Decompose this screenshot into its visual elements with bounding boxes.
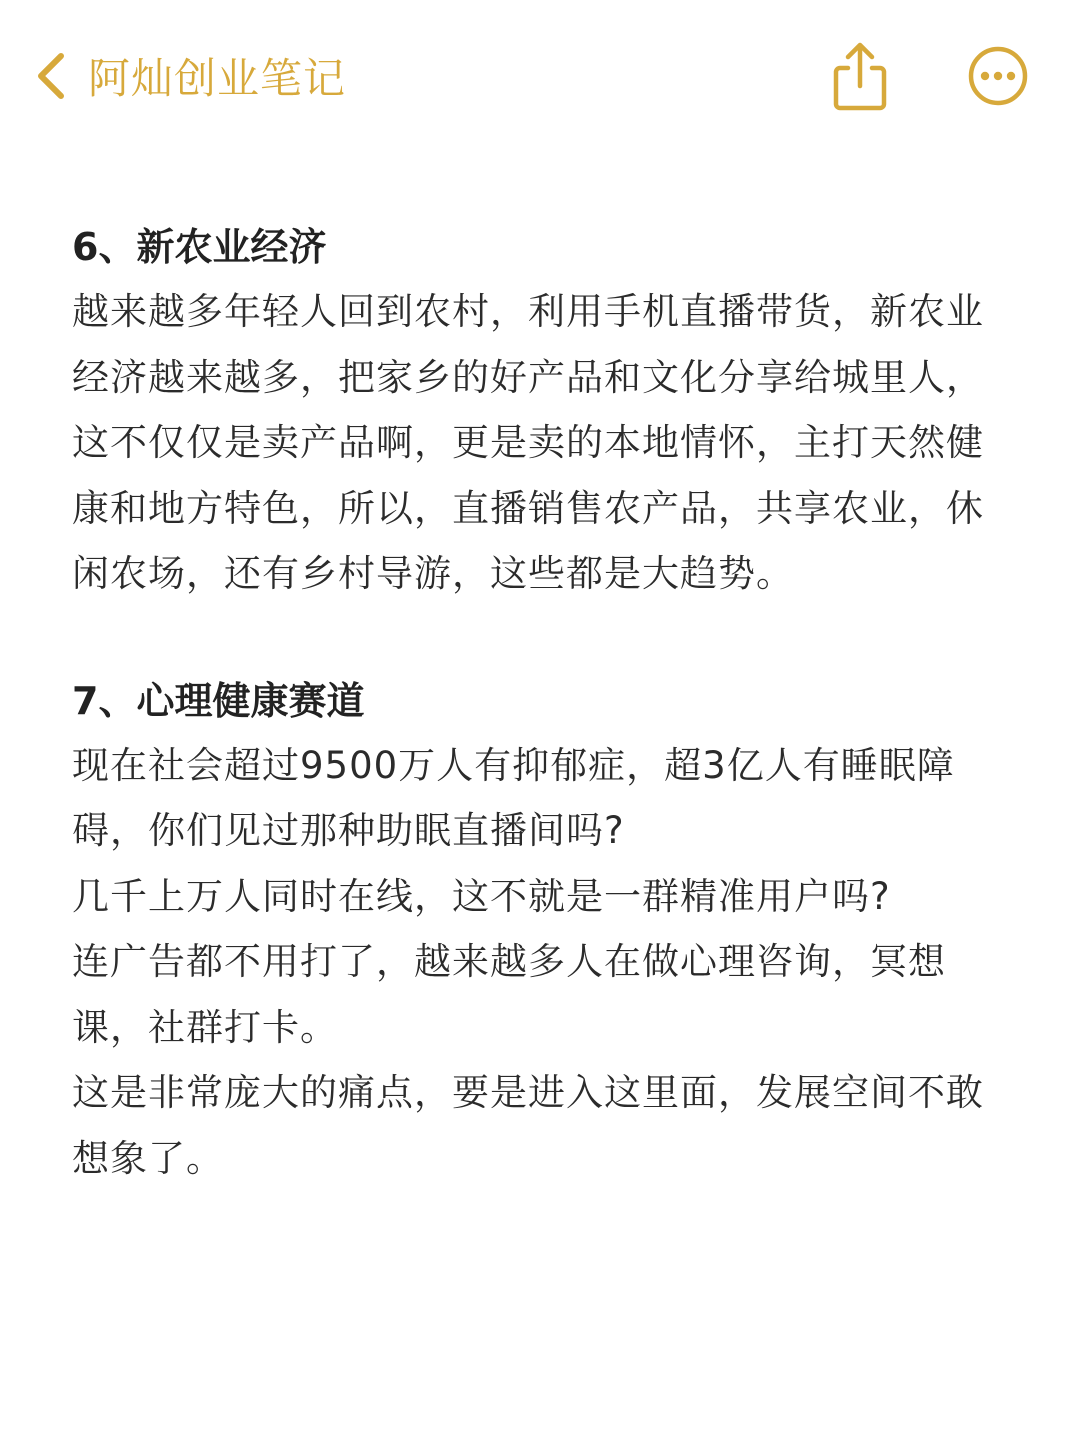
section-new-agriculture xyxy=(72,215,1012,607)
paragraph: 越来越多年轻人回到农村，利用手机直播带货，新农业经济越来越多，把家乡的好产品和文化分享给城里人，这不仅仅是卖产品啊，更是卖的本地情怀，主打天然健康和地方特色，所以，直播销售农产品，共享农业，休闲农场，还有乡村导游，这些都是大趋势。 xyxy=(72,290,984,595)
more-icon xyxy=(966,93,1030,112)
share-button[interactable] xyxy=(828,40,892,112)
back-button[interactable] xyxy=(28,44,348,108)
back-label: 阿灿创业笔记 xyxy=(88,54,347,103)
paragraph: 连广告都不用打了，越来越多人在做心理咨询，冥想课，社群打卡。 xyxy=(72,940,946,1049)
note-body xyxy=(72,215,1012,1191)
paragraph: 几千上万人同时在线，这不就是一群精准用户吗? xyxy=(72,874,891,918)
section-title: 7、心理健康赛道 xyxy=(72,678,365,723)
chevron-left-icon xyxy=(28,46,72,106)
paragraph: 这是非常庞大的痛点，要是进入这里面，发展空间不敢想象了。 xyxy=(72,1071,984,1180)
more-button[interactable] xyxy=(966,44,1030,108)
navigation-bar xyxy=(0,0,1080,150)
paragraph: 现在社会超过9500万人有抑郁症，超3亿人有睡眠障碍，你们见过那种助眠直播间吗? xyxy=(72,743,955,852)
section-title: 6、新农业经济 xyxy=(72,225,327,269)
share-icon xyxy=(828,97,892,116)
section-mental-health xyxy=(72,669,1012,1192)
